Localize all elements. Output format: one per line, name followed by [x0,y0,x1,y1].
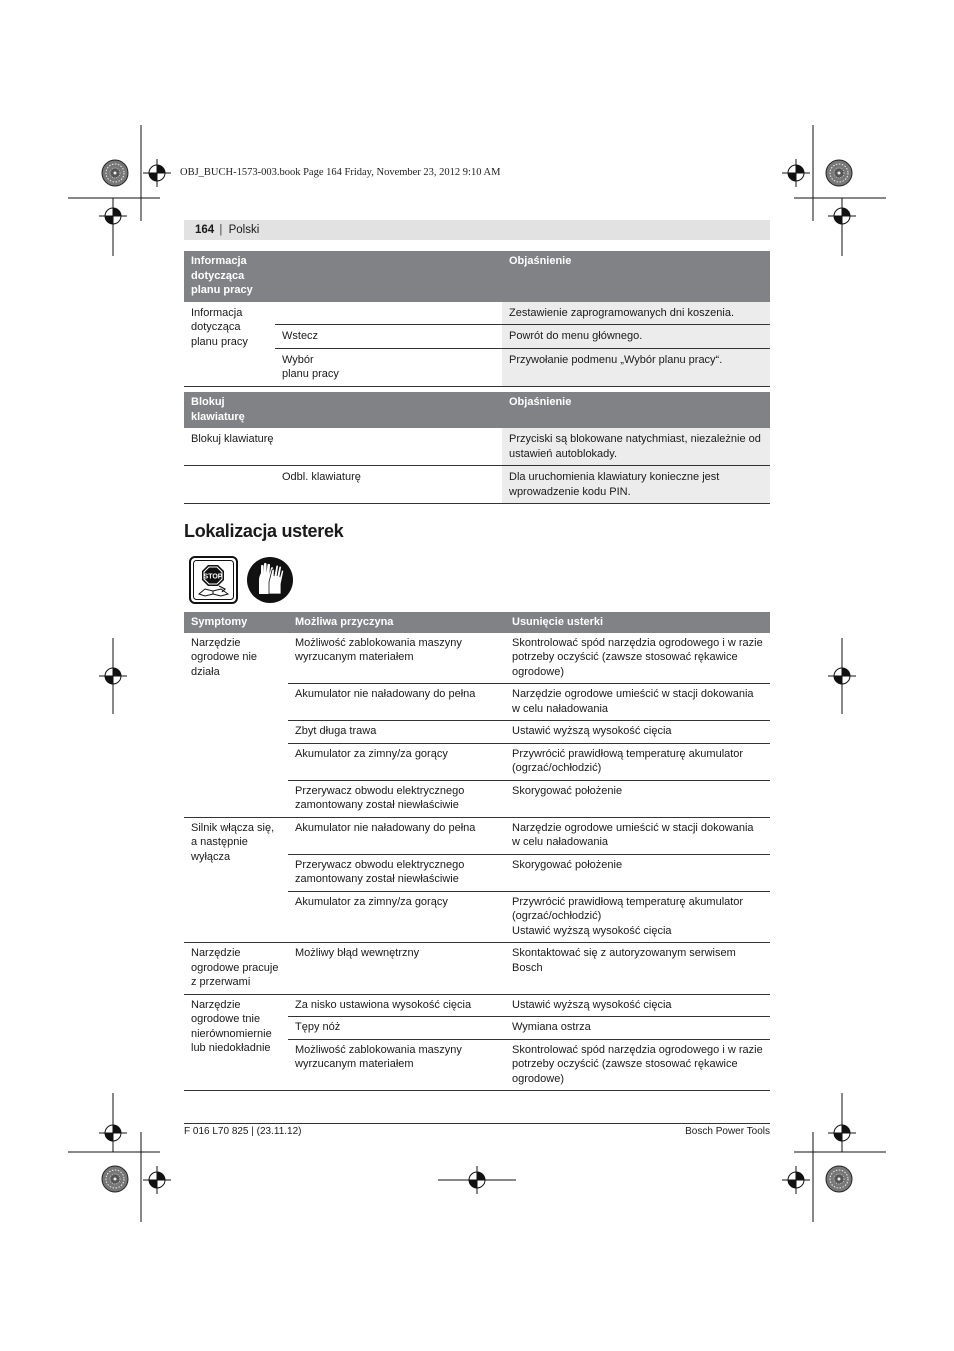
table-header-cell: Usunięcie usterki [505,612,770,633]
table-cell [275,302,502,325]
symptom-cell: Narzędzie ogrodowe pracuje z przerwami [184,943,288,995]
star-mark-tr [826,160,852,186]
table-header-row [184,251,770,302]
stop-label: STOP [203,573,223,581]
table-cell: Przyciski są blokowane natychmiast, niezależnie od ustawień autoblokady. [502,428,770,466]
remedy-cell: Skontaktować się z autoryzowanym serwisem Bosch [505,943,770,995]
table-cell: Blokuj klawiaturę [191,433,274,445]
section-title: Lokalizacja usterek [184,521,344,541]
schedule-info-table [184,251,770,387]
star-mark-tl [102,160,128,186]
remedy-cell: Ustawić wyższą wysokość cięcia [505,994,770,1017]
remedy-cell: Skorygować położenie [505,780,770,817]
remedy-cell: Skontrolować spód narzędzia ogrodowego i w razie potrzeby oczyścić (zawsze stosować rękawice ogrodowe) [505,1039,770,1090]
table-row [184,633,770,684]
table-header-row [184,612,770,633]
table-cell: Wybór planu pracy [275,348,502,386]
table-header-cell [275,251,502,302]
page-separator: | [219,224,223,236]
remedy-cell: Przywrócić prawidłową temperaturę akumulator (ogrzać/ochłodzić) Ustawić wyższą wysokość cięcia [505,891,770,943]
table-header-cell: Objaśnienie [502,392,770,428]
table-header-cell: Możliwa przyczyna [288,612,505,633]
symptom-cell: Silnik włącza się, a następnie wyłącza [184,817,288,943]
table-header-cell: Blokuj klawiaturę [184,392,275,428]
star-mark-br [826,1166,852,1192]
remedy-cell: Skorygować położenie [505,854,770,891]
remedy-cell: Skontrolować spód narzędzia ogrodowego i w razie potrzeby oczyścić (zawsze stosować rękawice ogrodowe) [512,636,763,678]
cause-cell: Zbyt długa trawa [288,721,505,744]
footer-brand: Bosch Power Tools [685,1126,770,1137]
remedy-cell: Narzędzie ogrodowe umieścić w stacji dokowania w celu naładowania [505,817,770,854]
table-header-cell: Symptomy [184,612,288,633]
safety-icons [189,556,294,604]
troubleshooting-body [184,633,770,1091]
remedy-cell: Narzędzie ogrodowe umieścić w stacji dokowania w celu naładowania [505,684,770,721]
table-cell: Zestawienie zaprogramowanych dni koszenia. [502,302,770,325]
table-header-cell: Objaśnienie [502,251,770,302]
footer-rule [184,1123,770,1124]
symptom-cell: Narzędzie ogrodowe tnie nierównomiernie lub niedokładnie [184,994,288,1090]
cause-cell: Tępy nóż [288,1017,505,1040]
table-cell: Powrót do menu głównego. [502,325,770,349]
table-row [184,994,770,1017]
remedy-cell: Przywrócić prawidłową temperaturę akumulator (ogrzać/ochłodzić) [505,743,770,780]
cause-cell: Akumulator za zimny/za gorący [288,891,505,943]
cause-cell: Za nisko ustawiona wysokość cięcia [288,994,505,1017]
cause-cell: Możliwość zablokowania maszyny wyrzucanym materiałem [295,636,462,663]
table-cell: Dla uruchomienia klawiatury konieczne jest wprowadzenie kodu PIN. [502,466,770,504]
cause-cell: Akumulator nie naładowany do pełna [288,817,505,854]
table-cell [184,466,275,504]
gloves-icon [246,556,294,604]
page-number: 164 [195,224,215,236]
table-cell: Informacja dotycząca planu pracy [191,306,248,348]
remedy-cell: Wymiana ostrza [505,1017,770,1040]
stop-manual-icon [189,556,238,604]
table-header-cell [275,392,502,428]
remedy-cell: Ustawić wyższą wysokość cięcia [505,721,770,744]
keypad-lock-table [184,392,770,504]
troubleshooting-table [184,612,770,1091]
cause-cell: Akumulator nie naładowany do pełna [288,684,505,721]
table-cell: Przywołanie podmenu „Wybór planu pracy“. [502,348,770,386]
table-row [184,817,770,854]
print-slug: OBJ_BUCH-1573-003.book Page 164 Friday, November 23, 2012 9:10 AM [180,167,501,178]
table-cell: Wstecz [275,325,502,349]
page-header-bar [184,220,770,240]
cause-cell: Przerywacz obwodu elektrycznego zamontowany został niewłaściwie [288,854,505,891]
symptom-cell: Narzędzie ogrodowe nie działa [191,636,258,678]
table-row [184,428,770,466]
cause-cell: Możliwość zablokowania maszyny wyrzucanym materiałem [288,1039,505,1090]
table-row [184,943,770,995]
table-cell: Odbl. klawiaturę [275,466,502,504]
cause-cell: Przerywacz obwodu elektrycznego zamontowany został niewłaściwie [288,780,505,817]
star-mark-bl [102,1166,128,1192]
cause-cell: Możliwy błąd wewnętrzny [288,943,505,995]
table-header-cell: Informacja dotycząca planu pracy [184,251,275,302]
cause-cell: Akumulator za zimny/za gorący [288,743,505,780]
footer-doc-code: F 016 L70 825 | (23.11.12) [184,1126,302,1137]
page-language: Polski [228,224,260,236]
table-row [184,302,770,325]
table-header-row [184,392,770,428]
table-row [184,466,770,504]
